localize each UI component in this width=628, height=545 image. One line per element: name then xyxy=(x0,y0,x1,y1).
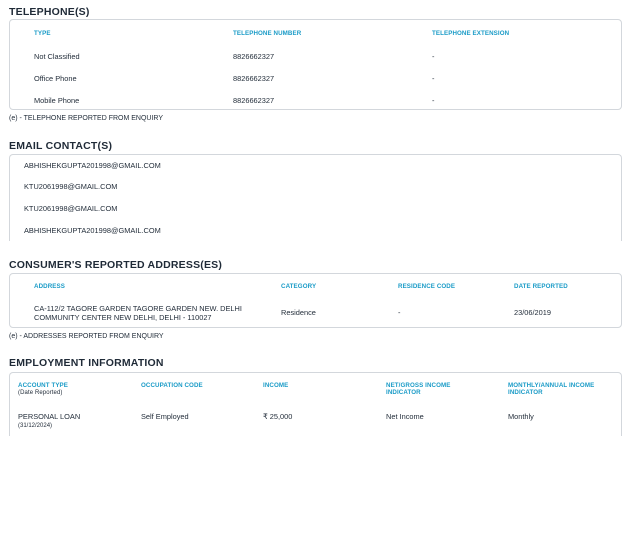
employment-table xyxy=(9,372,622,436)
employment-row-1-date-reported: (31/12/2024) xyxy=(18,423,53,429)
employment-row-1-occupation-code: Self Employed xyxy=(141,412,189,421)
employment-header-income-indicator: NET/GROSS INCOME INDICATOR xyxy=(386,382,451,396)
telephones-header-number: TELEPHONE NUMBER xyxy=(233,30,302,37)
employment-header-account-type: ACCOUNT TYPE xyxy=(18,382,69,389)
employment-header-occupation-code: OCCUPATION CODE xyxy=(141,382,203,389)
employment-section-title: EMPLOYMENT INFORMATION xyxy=(9,357,164,369)
telephone-row-1-number: 8826662327 xyxy=(233,52,275,61)
addresses-table xyxy=(9,273,622,328)
email-item-3: KTU2061998@GMAIL.COM xyxy=(24,204,118,213)
employment-header-income: INCOME xyxy=(263,382,289,389)
telephones-table xyxy=(9,19,622,110)
telephone-row-1-extension: - xyxy=(432,52,435,61)
telephone-row-3-type: Mobile Phone xyxy=(34,96,80,105)
telephones-header-extension: TELEPHONE EXTENSION xyxy=(432,30,510,37)
employment-row-1-income-indicator: Net Income xyxy=(386,412,424,421)
addresses-note: (e) - ADDRESSES REPORTED FROM ENQUIRY xyxy=(9,333,164,340)
telephone-row-3-extension: - xyxy=(432,96,435,105)
addresses-section-title: CONSUMER'S REPORTED ADDRESS(ES) xyxy=(9,259,223,271)
employment-header-frequency-indicator: MONTHLY/ANNUAL INCOME INDICATOR xyxy=(508,382,595,396)
telephones-section-title: TELEPHONE(S) xyxy=(9,6,90,18)
telephone-row-3-number: 8826662327 xyxy=(233,96,275,105)
employment-row-1-frequency-indicator: Monthly xyxy=(508,412,534,421)
address-row-1-line-2: COMMUNITY CENTER NEW DELHI, DELHI - 110027 xyxy=(34,313,212,322)
telephone-row-1-type: Not Classified xyxy=(34,52,80,61)
email-item-4: ABHISHEKGUPTA201998@GMAIL.COM xyxy=(24,226,161,235)
addresses-header-residence-code: RESIDENCE CODE xyxy=(398,283,456,290)
emails-section-title: EMAIL CONTACT(S) xyxy=(9,140,113,152)
employment-header-date-reported: (Date Reported) xyxy=(18,390,63,396)
email-item-2: KTU2061998@GMAIL.COM xyxy=(24,182,118,191)
address-row-1-category: Residence xyxy=(281,308,316,317)
addresses-header-date-reported: DATE REPORTED xyxy=(514,283,568,290)
address-row-1-residence-code: - xyxy=(398,308,401,317)
addresses-header-category: CATEGORY xyxy=(281,283,317,290)
address-row-1-date-reported: 23/06/2019 xyxy=(514,308,551,317)
telephone-row-2-extension: - xyxy=(432,74,435,83)
employment-row-1-income: ₹ 25,000 xyxy=(263,412,293,421)
telephone-row-2-number: 8826662327 xyxy=(233,74,275,83)
address-row-1-line-1: CA-112/2 TAGORE GARDEN TAGORE GARDEN NEW. DELHI xyxy=(34,304,242,313)
email-item-1: ABHISHEKGUPTA201998@GMAIL.COM xyxy=(24,161,161,170)
employment-row-1-account-type: PERSONAL LOAN xyxy=(18,412,81,421)
telephone-row-2-type: Office Phone xyxy=(34,74,77,83)
telephones-header-type: TYPE xyxy=(34,30,51,37)
emails-list xyxy=(9,154,622,241)
addresses-header-address: ADDRESS xyxy=(34,283,65,290)
telephones-note: (e) - TELEPHONE REPORTED FROM ENQUIRY xyxy=(9,115,164,122)
